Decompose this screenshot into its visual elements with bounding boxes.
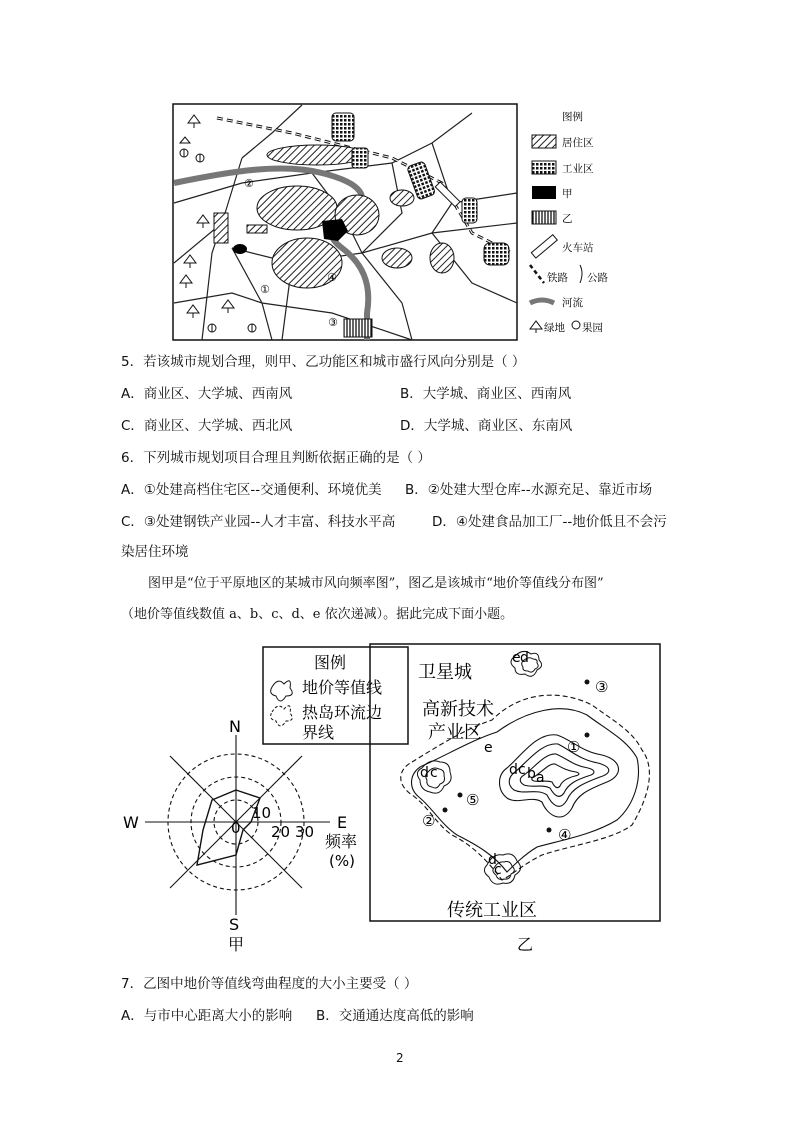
- hitech-label-1: 高新技术: [422, 699, 494, 720]
- q5-option-d[interactable]: D．大学城、商业区、东南风: [400, 418, 573, 434]
- zone-yi: [344, 319, 372, 337]
- q5-option-c[interactable]: C．商业区、大学城、西北风: [121, 418, 293, 434]
- marker-4: ④: [558, 826, 572, 844]
- legend-greenland: 绿地: [544, 322, 565, 334]
- dir-w: W: [123, 813, 139, 832]
- q6-stem: 6．下列城市规划项目合理且判断依据正确的是（ ）: [121, 450, 431, 466]
- tick-10: 10: [252, 804, 272, 822]
- caption-yi: 乙: [517, 935, 534, 954]
- label-c: c: [518, 762, 526, 778]
- map-frame: [370, 644, 660, 921]
- marker-2: ②: [244, 177, 254, 190]
- urban-map-figure: [172, 103, 652, 343]
- q5-option-a[interactable]: A．商业区、大学城、西南风: [121, 386, 293, 402]
- marker-1: ①: [260, 283, 270, 296]
- caption-jia: 甲: [228, 935, 245, 954]
- intro-line-2: （地价等值线数值 a、b、c、d、e 依次递减）。据此完成下面小题。: [121, 607, 514, 622]
- unit-label: 频率: [325, 832, 358, 851]
- sat-label-d: d: [520, 650, 529, 666]
- legend-title: 图例: [562, 111, 583, 123]
- map-legend: [530, 110, 608, 334]
- q7-option-a[interactable]: A．与市中心距离大小的影响: [121, 1008, 293, 1024]
- industrial-label: 传统工业区: [447, 900, 537, 921]
- label-d: d: [509, 762, 518, 778]
- tick-30: 30: [295, 823, 315, 841]
- label-b: b: [527, 766, 536, 782]
- hitech-label-2: 产业区: [428, 722, 482, 743]
- tick-20: 20: [271, 823, 291, 841]
- ind-label-d: d: [488, 852, 497, 868]
- q5-option-b[interactable]: B．大学城、商业区、西南风: [400, 386, 572, 402]
- legend-station: 火车站: [562, 242, 594, 254]
- marker-2: ②: [422, 812, 436, 830]
- q7-option-b[interactable]: B．交通通达度高低的影响: [316, 1008, 474, 1024]
- legend-heat-island-2: 界线: [302, 723, 335, 742]
- marker-4: ④: [327, 271, 337, 284]
- unit-percent: (%): [329, 852, 355, 870]
- wind-polygon: [197, 790, 260, 865]
- intro-line-1: 图甲是“位于平原地区的某城市风向频率图”，图乙是该城市“地价等值线分布图”: [148, 576, 604, 591]
- legend-heat-island-1: 热岛环流边: [302, 703, 383, 722]
- q7-stem: 7．乙图中地价等值线弯曲程度的大小主要受（ ）: [121, 976, 418, 992]
- marker-5: ⑤: [466, 791, 480, 809]
- page-number: 2: [396, 1051, 404, 1065]
- legend-contour: 地价等值线: [302, 678, 383, 697]
- hitech-label-d: d: [420, 765, 429, 781]
- ind-label-c: c: [494, 862, 502, 878]
- legend-yi: 乙: [562, 213, 573, 225]
- marker-3: ③: [328, 316, 338, 329]
- hitech-label-c: c: [430, 765, 438, 781]
- marker-3: ③: [595, 678, 609, 696]
- legend-river: 河流: [562, 297, 583, 309]
- dir-e: E: [337, 813, 348, 832]
- dir-n: N: [229, 717, 241, 736]
- q6-option-d-cont: 染居住环境: [121, 544, 189, 560]
- tick-0: 0: [231, 819, 241, 837]
- q6-option-c[interactable]: C．③处建钢铁产业园--人才丰富、科技水平高: [121, 514, 396, 530]
- dir-s: S: [229, 915, 240, 934]
- legend-jia: 甲: [562, 188, 573, 200]
- marker-1: ①: [567, 738, 581, 756]
- label-e: e: [484, 740, 493, 756]
- q5-stem: 5．若该城市规划合理，则甲、乙功能区和城市盛行风向分别是（ ）: [121, 354, 526, 370]
- legend-residential: 居住区: [562, 137, 594, 149]
- label-a: a: [536, 770, 545, 786]
- legend-road: 公路: [587, 272, 608, 284]
- legend-title: 图例: [314, 653, 347, 672]
- q6-option-d[interactable]: D．④处建食品加工厂--地价低且不会污: [432, 514, 667, 530]
- satellite-town-label: 卫星城: [418, 662, 472, 683]
- legend-industrial: 工业区: [562, 163, 594, 175]
- land-price-figure: [262, 640, 672, 960]
- q6-option-b[interactable]: B．②处建大型仓库--水源充足、靠近市场: [405, 482, 653, 498]
- sat-label-e: e: [512, 650, 521, 666]
- q6-option-a[interactable]: A．①处建高档住宅区--交通便利、环境优美: [121, 482, 382, 498]
- legend-railway: 铁路: [547, 272, 568, 284]
- legend-orchard: 果园: [582, 322, 603, 334]
